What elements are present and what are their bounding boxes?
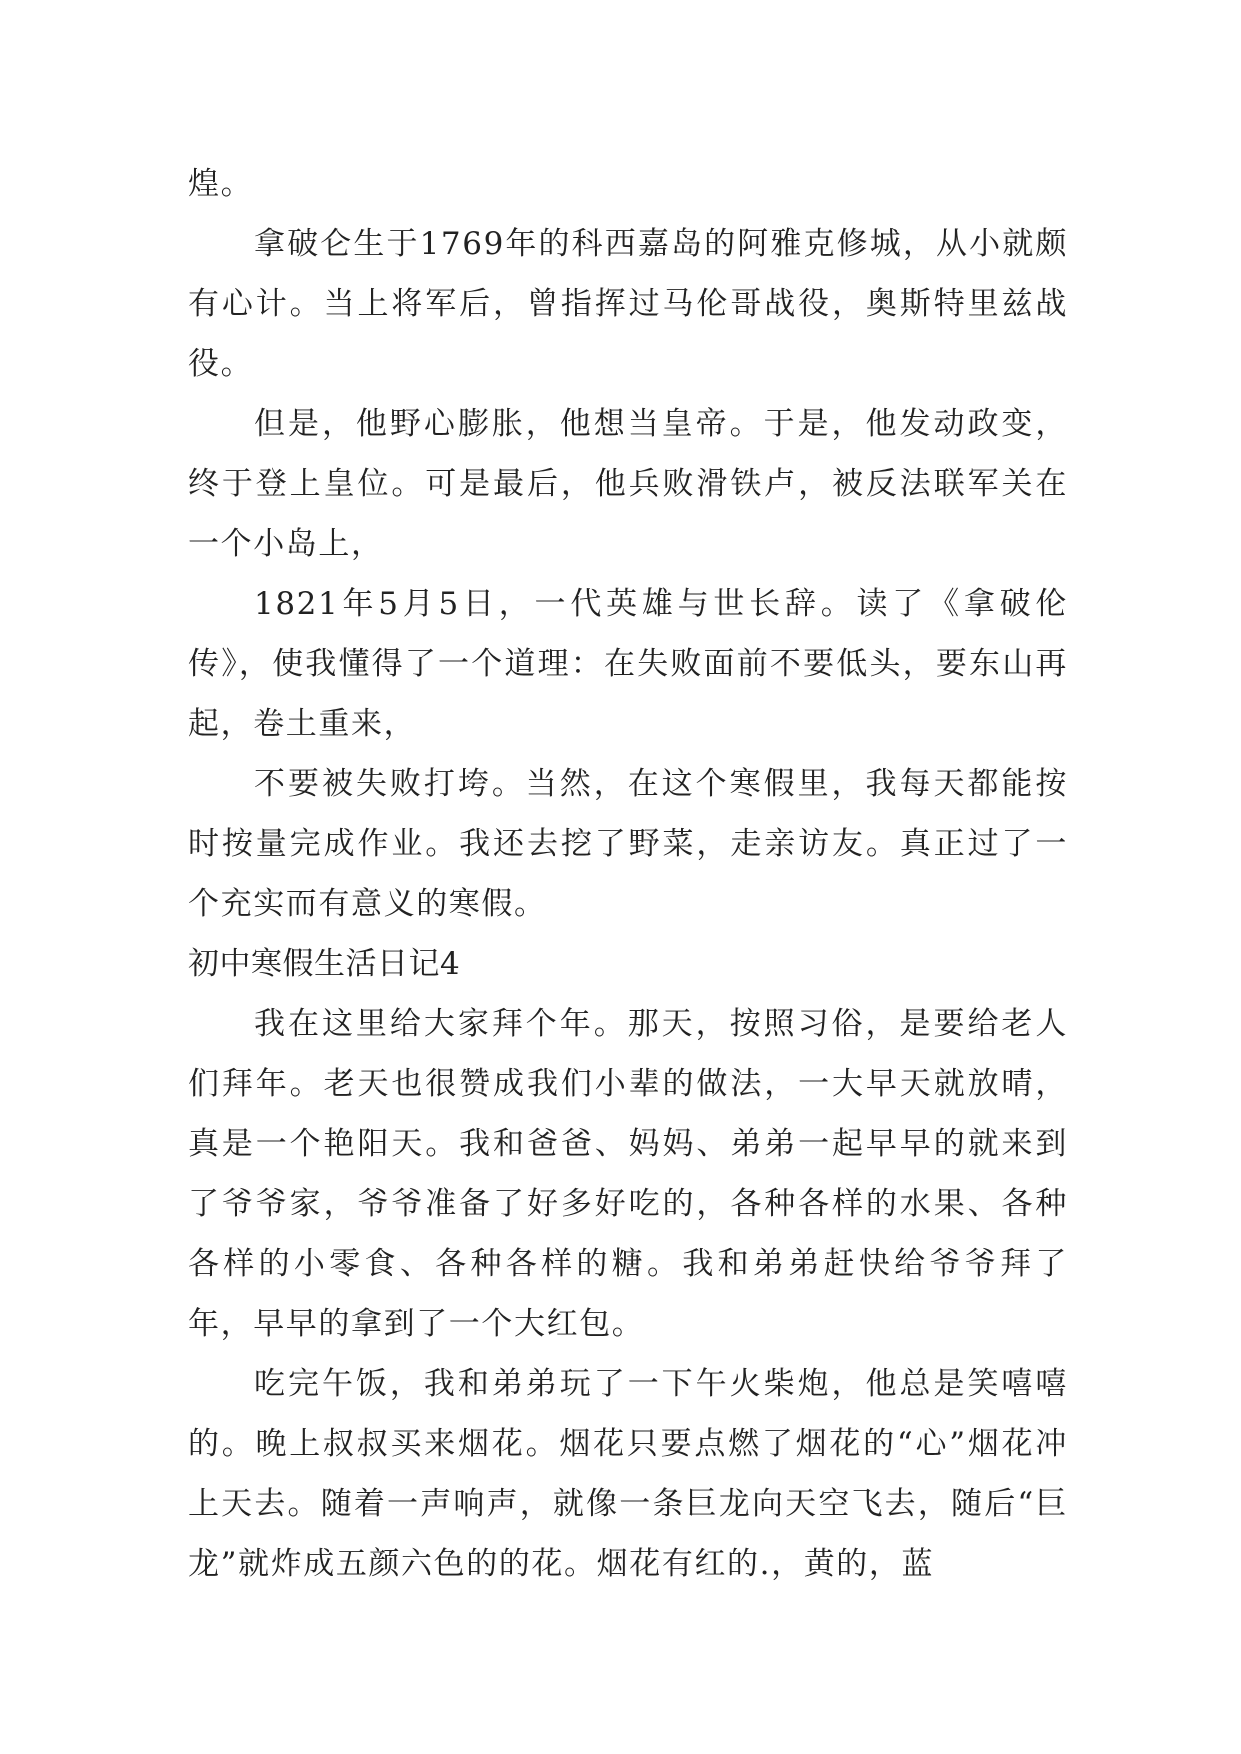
paragraph-fireworks: 吃完午饭，我和弟弟玩了一下午火柴炮，他总是笑嘻嘻的。晚上叔叔买来烟花。烟花只要点燃了烟花的“心”烟花冲上天去。随着一声响声，就像一条巨龙向天空飞去，随后“巨龙”就炸成五颜六色的的花。烟花有红的.，黄的，蓝 [188, 1366, 1068, 1582]
paragraph-new-year-visit: 我在这里给大家拜个年。那天，按照习俗，是要给老人们拜年。老天也很赞成我们小辈的做法，一大早天就放晴，真是一个艳阳天。我和爸爸、妈妈、弟弟一起早早的就来到了爷爷家，爷爷准备了好多好吃的，各种各样的水果、各种各样的小零食、各种各样的糖。我和弟弟赶快给爷爷拜了年，早早的拿到了一个大红包。 [188, 1006, 1068, 1342]
paragraph-continuation: 煌。 [188, 166, 254, 202]
paragraph-napoleon-death: 1821年5月5日，一代英雄与世长辞。读了《拿破伦传》，使我懂得了一个道理：在失败面前不要低头，要东山再起，卷土重来， [188, 586, 1068, 742]
document-body [188, 154, 1068, 1594]
paragraph-winter-break-summary: 不要被失败打垮。当然，在这个寒假里，我每天都能按时按量完成作业。我还去挖了野菜，走亲访友。真正过了一个充实而有意义的寒假。 [188, 766, 1068, 922]
paragraph-napoleon-emperor: 但是，他野心膨胀，他想当皇帝。于是，他发动政变，终于登上皇位。可是最后，他兵败滑铁卢，被反法联军关在一个小岛上， [188, 406, 1068, 562]
section-heading: 初中寒假生活日记4 [188, 946, 461, 982]
paragraph-napoleon-birth: 拿破仑生于1769年的科西嘉岛的阿雅克修城，从小就颇有心计。当上将军后，曾指挥过马伦哥战役，奥斯特里兹战役。 [188, 226, 1068, 382]
